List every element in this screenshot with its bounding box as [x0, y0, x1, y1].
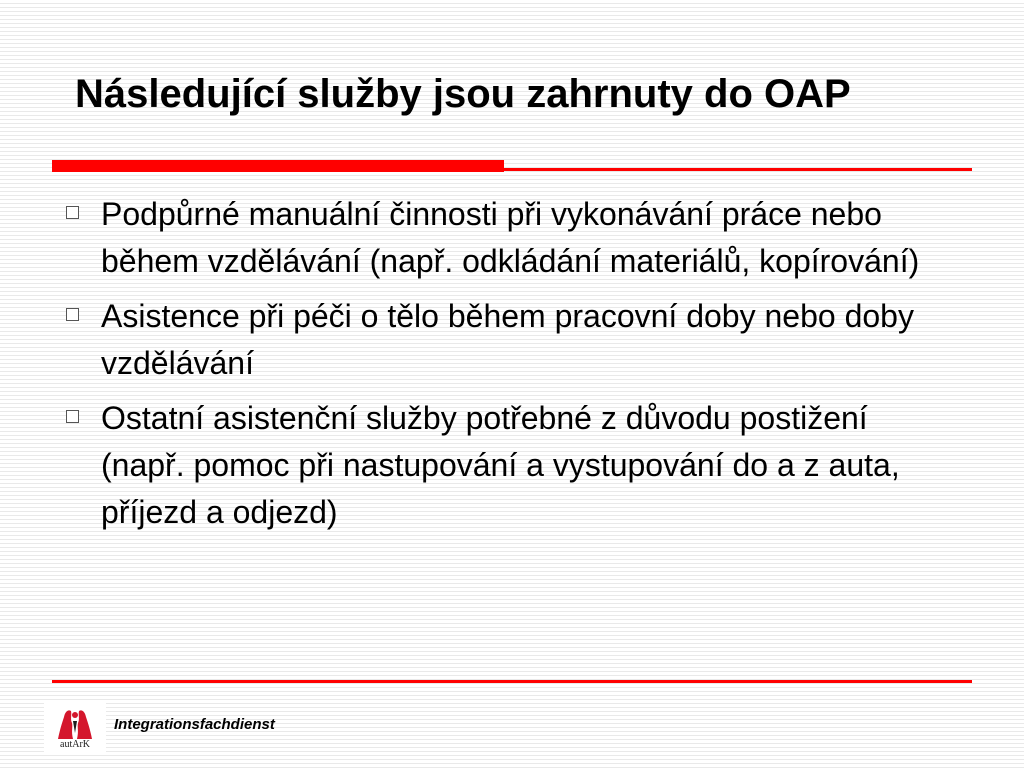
- list-item: [66, 395, 946, 536]
- list-item: [66, 293, 946, 387]
- title-divider-thick: [52, 160, 504, 172]
- list-item: [66, 191, 946, 285]
- square-bullet-icon: [66, 410, 79, 423]
- autark-logo-icon: [44, 700, 106, 754]
- square-bullet-icon: [66, 206, 79, 219]
- footer-divider: [52, 680, 972, 683]
- bullet-list: [66, 191, 946, 544]
- bullet-text: Asistence při péči o tělo během pracovní doby nebo doby vzdělávání: [101, 298, 914, 381]
- slide-title: Následující služby jsou zahrnuty do OAP: [75, 72, 851, 116]
- logo-figure-icon: [54, 703, 96, 741]
- square-bullet-icon: [66, 308, 79, 321]
- logo-text: autArK: [60, 739, 90, 750]
- title-divider-thin: [504, 168, 972, 171]
- organization-name: Integrationsfachdienst: [114, 716, 275, 733]
- bullet-text: Ostatní asistenční služby potřebné z důvodu postižení (např. pomoc při nastupování a vystupování do a z auta, příjezd a odjezd): [101, 400, 900, 530]
- bullet-text: Podpůrné manuální činnosti při vykonávání práce nebo během vzdělávání (např. odkládání materiálů, kopírování): [101, 196, 920, 279]
